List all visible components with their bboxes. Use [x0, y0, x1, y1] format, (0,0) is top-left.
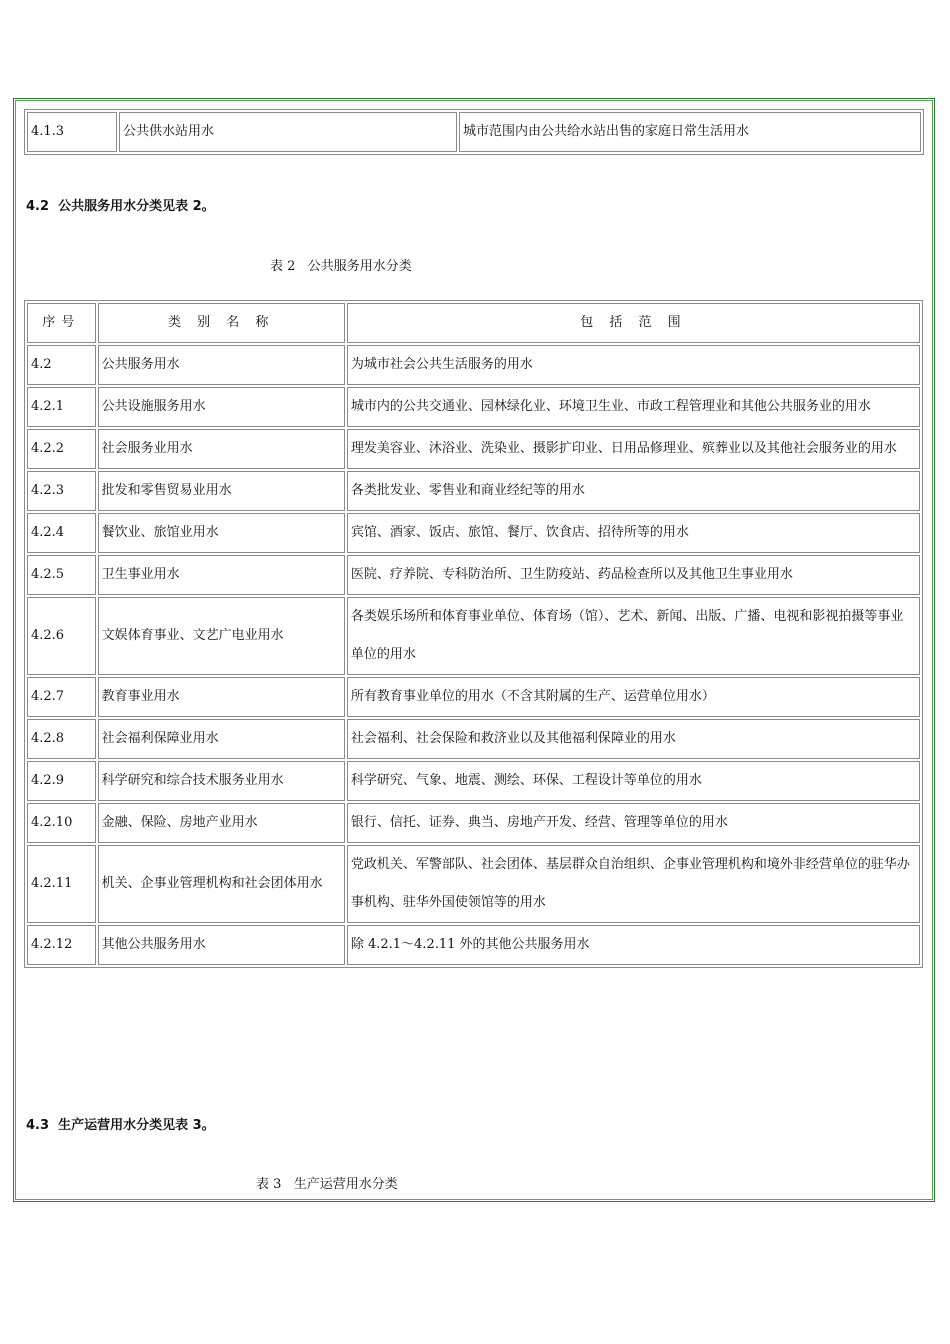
- cell-code: 4.2.4: [27, 513, 96, 553]
- cell-scope: 城市范围内由公共给水站出售的家庭日常生活用水: [459, 112, 921, 152]
- cell-scope: 党政机关、军警部队、社会团体、基层群众自治组织、企事业管理机构和境外非经营单位的驻华办事机构、驻华外国使领馆等的用水: [347, 845, 920, 923]
- section-heading-4-2: 4.2 公共服务用水分类见表 2。: [26, 199, 215, 214]
- cell-code: 4.2.7: [27, 677, 96, 717]
- header-scope: 包 括 范 围: [347, 303, 920, 343]
- cell-name: 机关、企事业管理机构和社会团体用水: [98, 845, 345, 923]
- cell-scope: 宾馆、酒家、饭店、旅馆、餐厅、饮食店、招待所等的用水: [347, 513, 920, 553]
- cell-code: 4.2.1: [27, 387, 96, 427]
- cell-scope: 除 4.2.1～4.2.11 外的其他公共服务用水: [347, 925, 920, 965]
- cell-name: 社会福利保障业用水: [98, 719, 345, 759]
- cell-name: 卫生事业用水: [98, 555, 345, 595]
- cell-name: 公共服务用水: [98, 345, 345, 385]
- table-row: [27, 677, 920, 717]
- cell-code: 4.2.6: [27, 597, 96, 675]
- cell-name: 公共设施服务用水: [98, 387, 345, 427]
- cell-code: 4.2.10: [27, 803, 96, 843]
- cell-code: 4.2.9: [27, 761, 96, 801]
- cell-scope: 为城市社会公共生活服务的用水: [347, 345, 920, 385]
- cell-code: 4.2.8: [27, 719, 96, 759]
- cell-code: 4.2.11: [27, 845, 96, 923]
- cell-code: 4.2.12: [27, 925, 96, 965]
- cell-name: 餐饮业、旅馆业用水: [98, 513, 345, 553]
- table-row: [27, 925, 920, 965]
- header-name: 类 别 名 称: [98, 303, 345, 343]
- table-row: [27, 387, 920, 427]
- table-header-row: [27, 303, 920, 343]
- cell-name: 科学研究和综合技术服务业用水: [98, 761, 345, 801]
- section-heading-4-3: 4.3 生产运营用水分类见表 3。: [26, 1118, 215, 1133]
- table-row: [27, 555, 920, 595]
- cell-name: 批发和零售贸易业用水: [98, 471, 345, 511]
- table-row: [27, 803, 920, 843]
- table-2: [24, 300, 923, 968]
- cell-scope: 所有教育事业单位的用水（不含其附属的生产、运营单位用水）: [347, 677, 920, 717]
- cell-name: 社会服务业用水: [98, 429, 345, 469]
- cell-scope: 银行、信托、证券、典当、房地产开发、经营、管理等单位的用水: [347, 803, 920, 843]
- table-row: [27, 845, 920, 923]
- table-2-caption: 表 2 公共服务用水分类: [270, 259, 412, 274]
- cell-code: 4.1.3: [27, 112, 117, 152]
- header-code: 序号: [27, 303, 96, 343]
- table-row: [27, 429, 920, 469]
- table-row: [27, 761, 920, 801]
- table-row: [27, 719, 920, 759]
- table-1-tail: [24, 109, 924, 155]
- table-row: [27, 597, 920, 675]
- table-row: [27, 471, 920, 511]
- cell-scope: 各类批发业、零售业和商业经纪等的用水: [347, 471, 920, 511]
- cell-name: 金融、保险、房地产业用水: [98, 803, 345, 843]
- cell-scope: 医院、疗养院、专科防治所、卫生防疫站、药品检查所以及其他卫生事业用水: [347, 555, 920, 595]
- cell-scope: 理发美容业、沐浴业、洗染业、摄影扩印业、日用品修理业、殡葬业以及其他社会服务业的用水: [347, 429, 920, 469]
- cell-name: 其他公共服务用水: [98, 925, 345, 965]
- cell-scope: 科学研究、气象、地震、测绘、环保、工程设计等单位的用水: [347, 761, 920, 801]
- cell-code: 4.2.3: [27, 471, 96, 511]
- cell-code: 4.2.5: [27, 555, 96, 595]
- cell-code: 4.2: [27, 345, 96, 385]
- cell-name: 文娱体育事业、文艺广电业用水: [98, 597, 345, 675]
- table-row: [27, 112, 921, 152]
- cell-code: 4.2.2: [27, 429, 96, 469]
- cell-name: 公共供水站用水: [119, 112, 457, 152]
- cell-scope: 各类娱乐场所和体育事业单位、体育场（馆）、艺术、新闻、出版、广播、电视和影视拍摄等事业单位的用水: [347, 597, 920, 675]
- table-row: [27, 513, 920, 553]
- cell-name: 教育事业用水: [98, 677, 345, 717]
- cell-scope: 社会福利、社会保险和救济业以及其他福利保障业的用水: [347, 719, 920, 759]
- table-row: [27, 345, 920, 385]
- table-3-caption: 表 3 生产运营用水分类: [256, 1177, 398, 1192]
- cell-scope: 城市内的公共交通业、园林绿化业、环境卫生业、市政工程管理业和其他公共服务业的用水: [347, 387, 920, 427]
